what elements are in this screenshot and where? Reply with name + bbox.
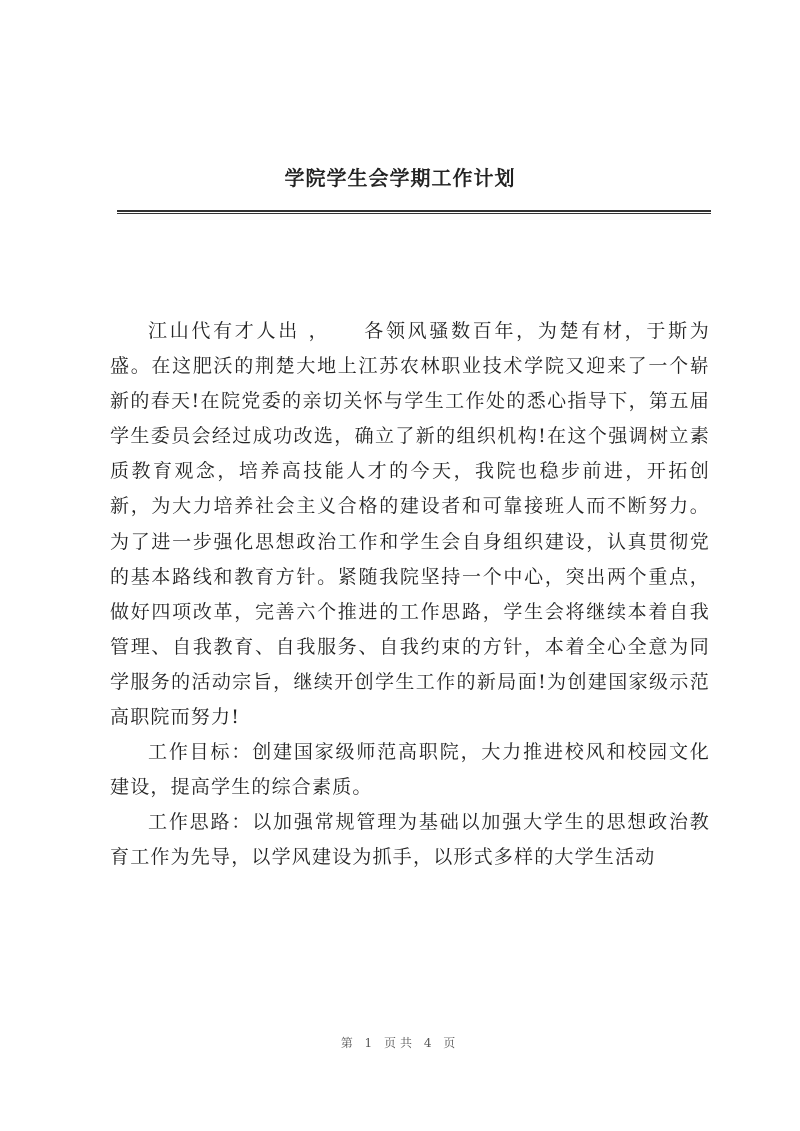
document-body xyxy=(110,314,710,876)
paragraph-work-goal: 工作目标：创建国家级师范高职院，大力推进校风和校园文化建设，提高学生的综合素质。 xyxy=(110,741,710,799)
page-number-footer: 第 1 页共 4 页 xyxy=(340,1036,460,1050)
page-title: 学院学生会学期工作计划 xyxy=(284,166,516,190)
paragraph-work-approach: 工作思路：以加强常规管理为基础以加强大学生的思想政治教育工作为先导，以学风建设为抓手，以形式多样的大学生活动 xyxy=(110,811,710,869)
title-divider xyxy=(117,210,711,214)
paragraph-intro: 江山代有才人出 ， 各领风骚数百年，为楚有材，于斯为盛。在这肥沃的荆楚大地上江苏农林职业技术学院又迎来了一个崭新的春天!在院党委的亲切关怀与学生工作处的悉心指导下，第五届学生委员会经过成功改选，确立了新的组织机构!在这个强调树立素质教育观念，培养高技能人才的今天，我院也稳步前进，开拓创新，为大力培养社会主义合格的建设者和可靠接班人而不断努力。为了进一步强化思想政治工作和学生会自身组织建设，认真贯彻党的基本路线和教育方针。紧随我院坚持一个中心，突出两个重点，做好四项改革，完善六个推进的工作思路，学生会将继续本着自我管理、自我教育、自我服务、自我约束的方针，本着全心全意为同学服务的活动宗旨，继续开创学生工作的新局面!为创建国家级示范高职院而努力! xyxy=(110,320,710,729)
